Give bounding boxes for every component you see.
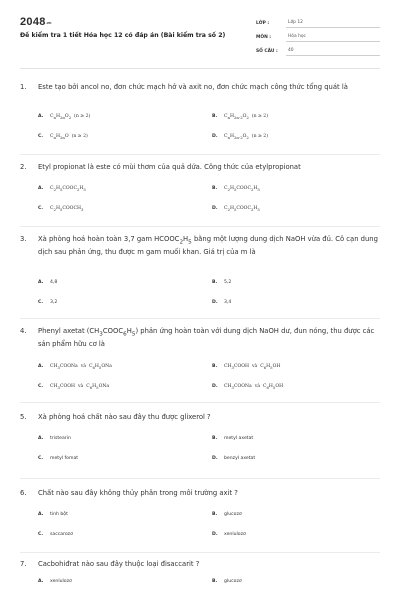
option-text: benzyl axetat — [224, 456, 256, 461]
option-b[interactable] — [212, 579, 242, 584]
option-letter: B. — [212, 114, 218, 119]
question-text: Xà phòng hoá chất nào sau đây thu được glixerol ? — [38, 413, 211, 421]
meta-value: Hóa học — [286, 34, 380, 42]
question-3 — [20, 234, 382, 305]
question-text: Etyl propionat là este có mùi thơm của quả dứa. Công thức của etylpropionat — [38, 163, 301, 171]
option-letter: C. — [38, 206, 44, 211]
option-letter: B. — [212, 280, 218, 285]
option-letter: D. — [212, 532, 218, 537]
question-text: Xà phòng hoá hoàn toàn 3,7 gam $HCOOC_2H_5$ bằng một lượng dung dịch NaOH vừa đủ. Cô cạn dung dịch sau phản ứng, thu được m gam muối khan. Giá trị của m là — [38, 235, 378, 257]
option-c[interactable] — [38, 456, 78, 461]
option-letter: C. — [38, 456, 44, 461]
question-number: 3. — [20, 235, 27, 243]
option-b[interactable] — [212, 280, 231, 285]
header-divider — [20, 68, 380, 69]
option-text: metyl axetat — [224, 436, 254, 441]
question-number: 5. — [20, 413, 27, 421]
meta-row-subject — [256, 28, 380, 42]
document-title: Đề kiểm tra 1 tiết Hóa học 12 có đáp án (Bài kiểm tra số 2) — [20, 32, 226, 39]
option-c[interactable] — [38, 532, 73, 537]
option-b[interactable] — [212, 186, 260, 192]
option-a[interactable] — [38, 512, 68, 517]
meta-label: LỚP : — [256, 21, 270, 26]
option-text: $C_nH_{2n}O_2$ (n ≥ 2) — [50, 114, 91, 120]
question-separator — [20, 154, 380, 155]
logo-text: 2048 — [20, 16, 46, 28]
question-separator — [20, 478, 380, 479]
question-separator — [20, 318, 380, 319]
option-c[interactable] — [38, 384, 109, 390]
question-number: 6. — [20, 489, 27, 497]
option-c[interactable] — [38, 206, 83, 212]
option-d[interactable] — [212, 384, 283, 390]
question-separator — [20, 552, 380, 553]
question-4 — [20, 326, 382, 390]
option-text: 5,2 — [224, 280, 232, 285]
option-letter: B. — [212, 364, 218, 369]
question-number: 7. — [20, 560, 27, 568]
option-b[interactable] — [212, 512, 242, 517]
meta-label: SỐ CÂU : — [256, 49, 278, 54]
option-letter: B. — [212, 579, 218, 584]
question-number: 4. — [20, 327, 27, 335]
option-letter: A. — [38, 512, 44, 517]
option-a[interactable] — [38, 186, 86, 192]
meta-value: Lớp 12 — [286, 20, 380, 28]
option-c[interactable] — [38, 300, 57, 305]
option-d[interactable] — [212, 456, 255, 461]
question-text: Este tạo bởi ancol no, đơn chức mạch hở và axit no, đơn chức mạch công thức tổng quát là — [38, 83, 348, 91]
option-d[interactable] — [212, 134, 268, 140]
option-letter: D. — [212, 300, 218, 305]
meta-value: 40 — [286, 48, 380, 56]
option-letter: A. — [38, 364, 44, 369]
question-text: Phenyl axetat $(CH_3COOC_6H_5)$ phản ứng hoàn toàn với dung dịch NaOH dư, đun nóng, thu được các sản phẩm hữu cơ là — [38, 327, 375, 349]
option-text: tristearin — [50, 436, 71, 441]
option-letter: B. — [212, 186, 218, 191]
option-text: metyl fomat — [50, 456, 79, 461]
option-text: $C_nH_{2n-2}O_2$ (n ≥ 2) — [224, 134, 269, 140]
option-letter: C. — [38, 384, 44, 389]
option-letter: A. — [38, 579, 44, 584]
question-separator — [20, 226, 380, 227]
option-letter: D. — [212, 384, 218, 389]
question-text: Cacbohiđrat nào sau đây thuộc loại đisaccarit ? — [38, 560, 200, 568]
logo-suffix: .vn — [45, 20, 52, 25]
option-text: $C_2H_5COOC_2H_5$ — [50, 186, 86, 192]
option-a[interactable] — [38, 364, 112, 370]
option-letter: C. — [38, 300, 44, 305]
option-text: 4,8 — [50, 280, 58, 285]
option-text: saccarozơ — [50, 532, 73, 537]
option-letter: D. — [212, 134, 218, 139]
option-letter: A. — [38, 114, 44, 119]
question-number: 2. — [20, 163, 27, 171]
option-text: tinh bột — [50, 512, 68, 517]
option-c[interactable] — [38, 134, 88, 140]
question-number: 1. — [20, 83, 27, 91]
option-letter: D. — [212, 456, 218, 461]
question-2 — [20, 162, 382, 212]
option-letter: C. — [38, 532, 44, 537]
option-letter: C. — [38, 134, 44, 139]
option-d[interactable] — [212, 300, 231, 305]
option-letter: A. — [38, 280, 44, 285]
option-text: glucozơ — [224, 579, 242, 584]
question-5 — [20, 412, 382, 461]
option-text: glucozơ — [224, 512, 242, 517]
option-letter: A. — [38, 186, 44, 191]
option-letter: D. — [212, 206, 218, 211]
question-text: Chất nào sau đây không thủy phân trong môi trường axit ? — [38, 489, 238, 497]
option-text: 3,4 — [224, 300, 232, 305]
question-separator — [20, 402, 380, 403]
option-d[interactable] — [212, 532, 246, 537]
option-text: $C_2H_5COOC_2H_5$ — [224, 186, 260, 192]
option-letter: B. — [212, 436, 218, 441]
option-text: $CH_3COONa$ và $C_6H_5ONa$ — [50, 364, 112, 370]
question-1 — [20, 82, 382, 140]
site-logo[interactable] — [20, 16, 51, 28]
option-text: $C_2H_5COOCH_3$ — [50, 206, 84, 212]
option-text: $C_nH_{2n}O$ (n ≥ 2) — [50, 134, 88, 140]
option-text: xenlulozơ — [224, 532, 246, 537]
option-text: $CH_3COOH$ và $C_6H_5ONa$ — [50, 384, 110, 390]
question-7 — [20, 559, 382, 584]
meta-label: MÔN : — [256, 35, 272, 40]
question-6 — [20, 488, 382, 537]
option-text: $CH_3COONa$ và $C_6H_5OH$ — [224, 384, 284, 390]
meta-row-question-count — [256, 42, 380, 56]
option-text: 3,2 — [50, 300, 58, 305]
option-letter: A. — [38, 436, 44, 441]
option-text: $CH_3COOH$ và $C_6H_5OH$ — [224, 364, 281, 370]
option-letter: B. — [212, 512, 218, 517]
option-a[interactable] — [38, 579, 72, 584]
option-text: xenlulozơ — [50, 579, 72, 584]
option-text: $C_2H_5COOC_2H_5$ — [224, 206, 260, 212]
option-a[interactable] — [38, 114, 90, 120]
option-d[interactable] — [212, 206, 260, 212]
option-b[interactable] — [212, 436, 253, 441]
exam-meta — [256, 14, 380, 56]
option-text: $C_nH_{2n-2}O_2$ (n ≥ 2) — [224, 114, 269, 120]
option-a[interactable] — [38, 280, 57, 285]
option-a[interactable] — [38, 436, 71, 441]
meta-row-class — [256, 14, 380, 28]
option-b[interactable] — [212, 364, 280, 370]
option-b[interactable] — [212, 114, 268, 120]
